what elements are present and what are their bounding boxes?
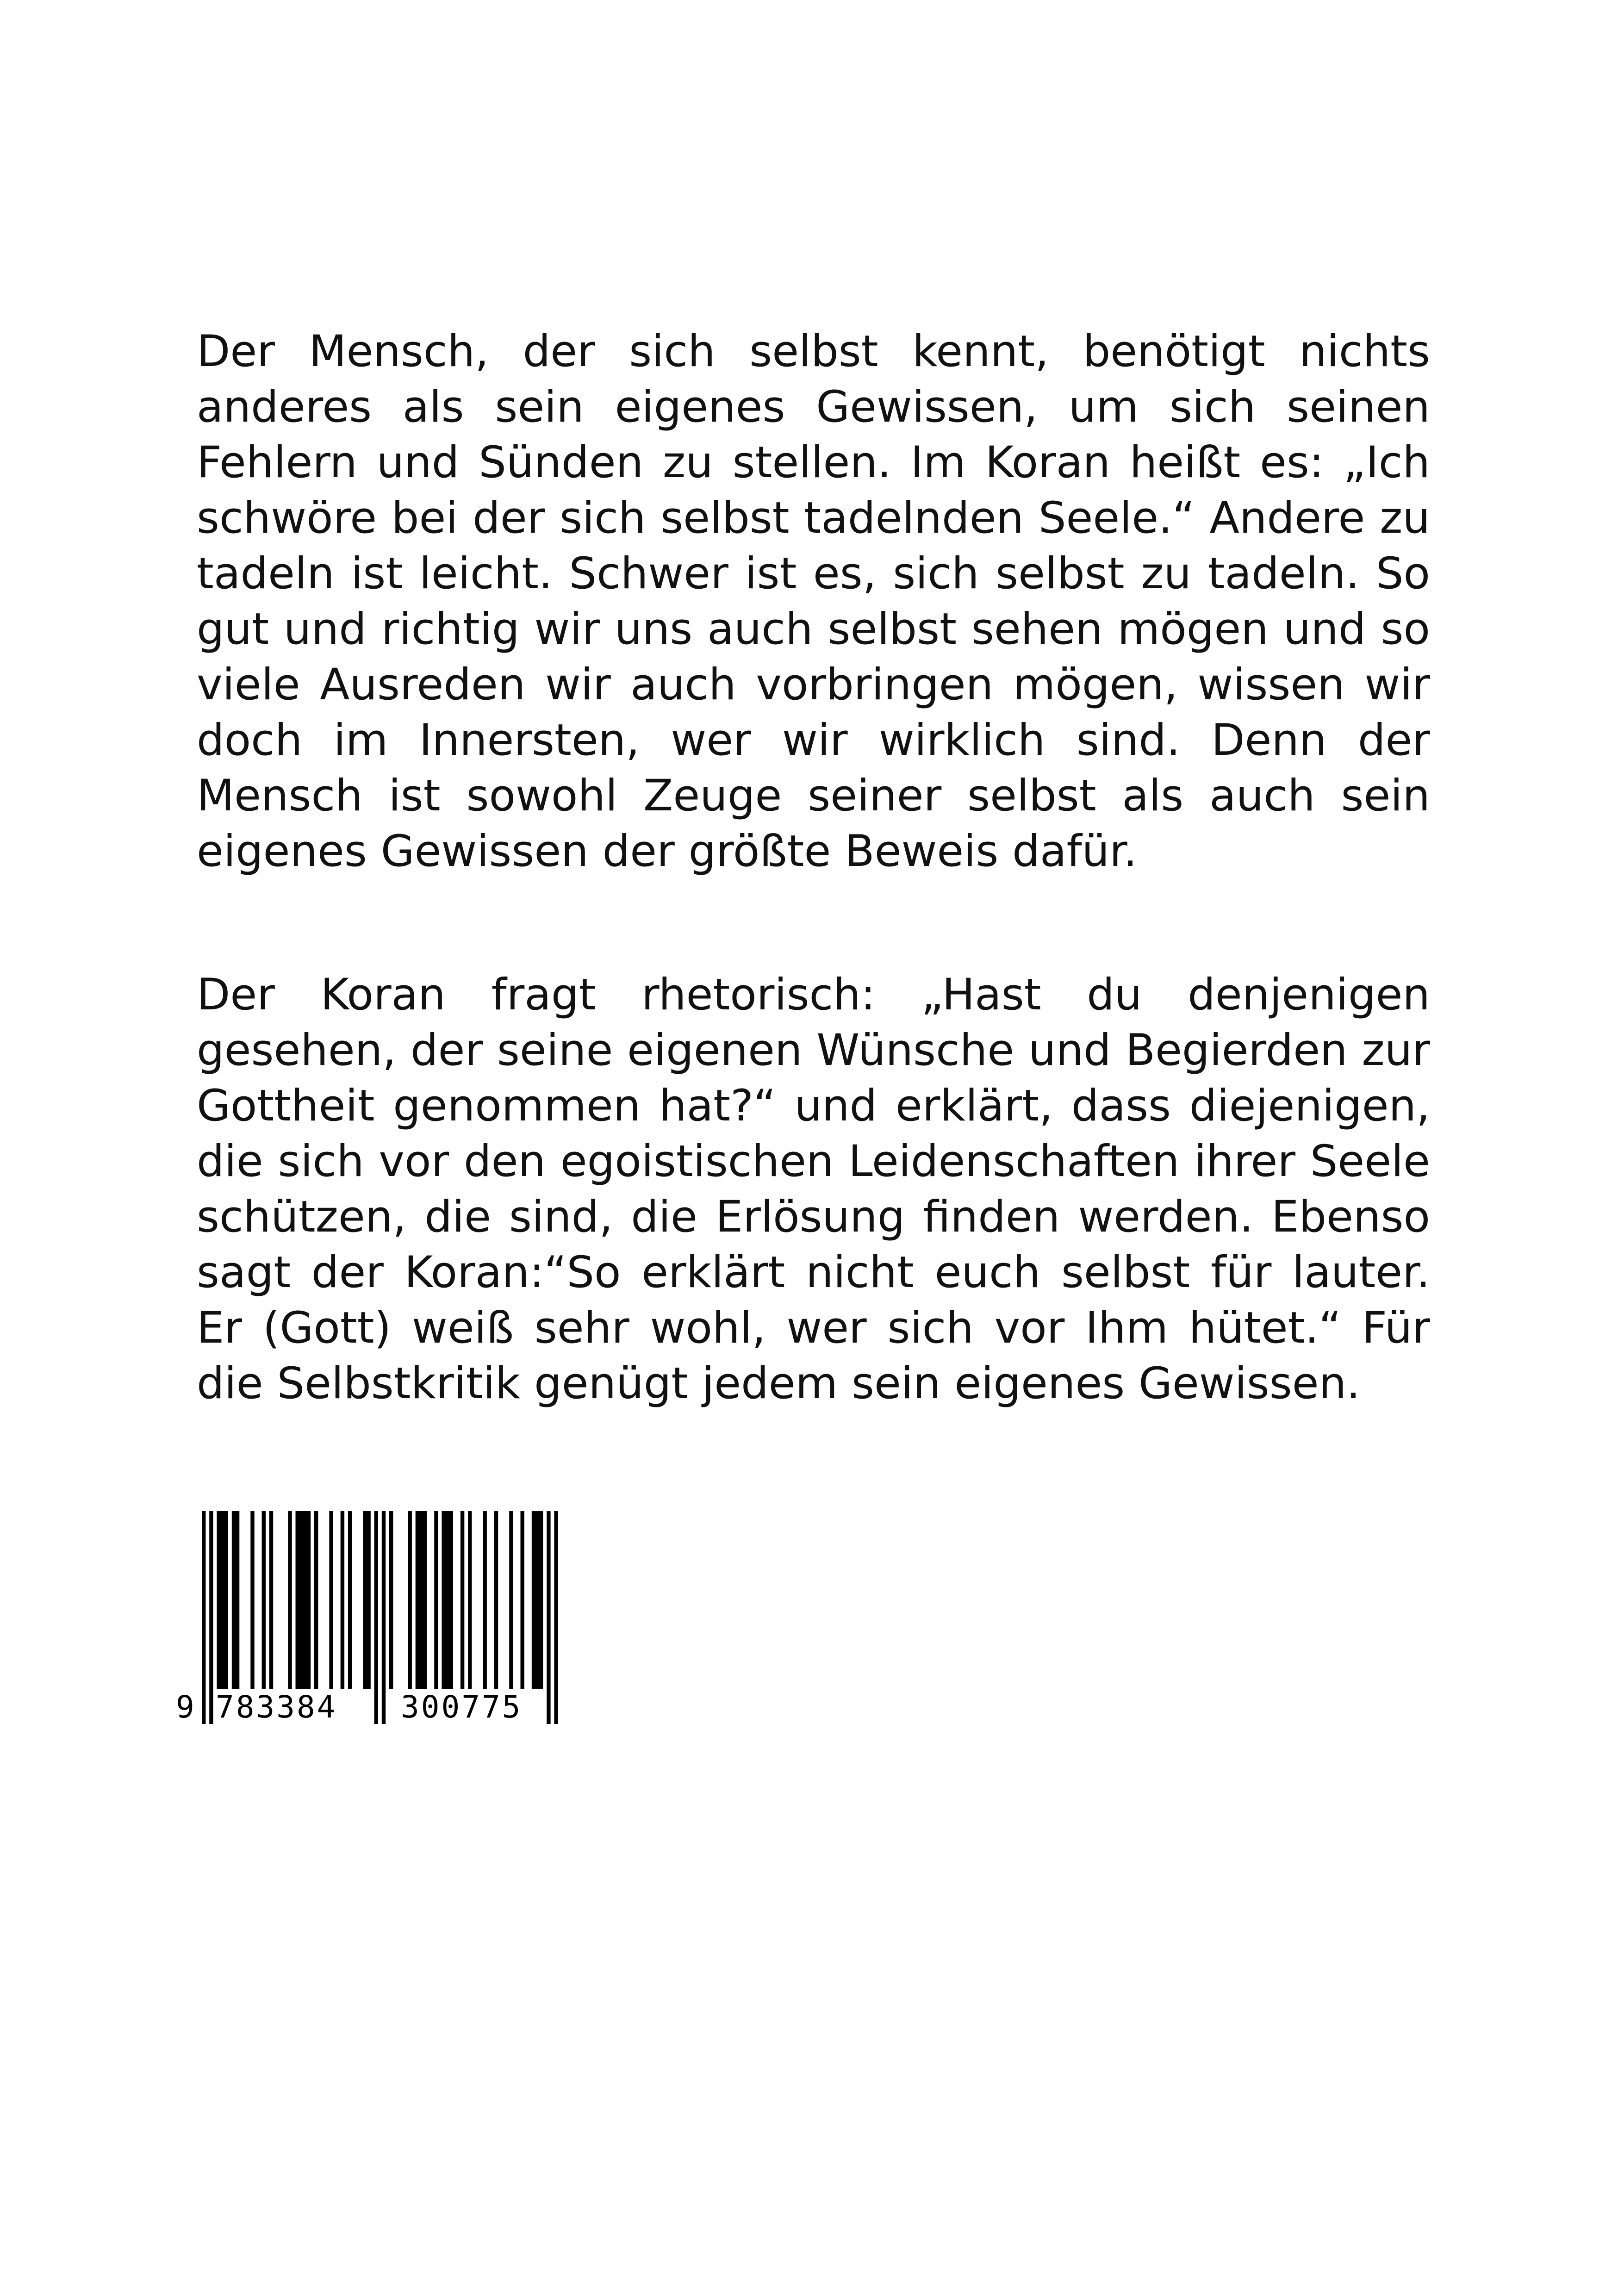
barcode-bar-24 (408, 1511, 412, 1689)
barcode-bar-19 (363, 1511, 367, 1689)
barcode-bar-39 (535, 1511, 539, 1689)
barcode-bar-35 (494, 1511, 498, 1689)
barcode-bar-3 (221, 1511, 224, 1689)
barcode-bar-30 (446, 1511, 449, 1689)
barcode-bar-16 (329, 1511, 333, 1689)
barcode-bar-23 (389, 1511, 393, 1689)
barcode-bar-8 (262, 1511, 266, 1689)
blurb-paragraph-1: Der Mensch, der sich selbst kennt, benötigt nichts anderes als sein eigenes Gewissen, um sich seinen Fehlern und Sünden zu stellen. Im Koran heißt es: „Ich schwöre bei der sich selbst tadelnden Seele.“ Andere zu tadeln ist leicht. Schwer ist es, sich selbst zu tadeln. So gut und richtig wir uns auch selbst sehen mögen und so viele Ausreden wir auch vorbringen mögen, wissen wir doch im Innersten, wer wir wirklich sind. Denn der Mensch ist sowohl Zeuge seiner selbst als auch sein eigenes Gewissen der größte Beweis dafür. (197, 326, 1430, 877)
blurb-paragraph-2: Der Koran fragt rhetorisch: „Hast du denjenigen gesehen, der seine eigenen Wünsche und Begierden zur Gottheit genommen hat?“ und erklärt, dass diejenigen, die sich vor den egoistischen Leidenschaften ihrer Seele schützen, die sind, die Erlösung finden werden. Ebenso sagt der Koran:“So erklärt nicht euch selbst für lauter. Er (Gott) weiß sehr wohl, wer sich vor Ihm hütet.“ Für die Selbstkritik genügt jedem sein eigenes Gewissen. (197, 970, 1430, 1409)
barcode-bar-9 (269, 1511, 273, 1689)
barcode-bar-17 (341, 1511, 344, 1689)
barcode-number (175, 1689, 582, 1726)
isbn-barcode (175, 1511, 582, 1733)
barcode-bar-26 (419, 1511, 423, 1689)
barcode-bar-40 (539, 1511, 543, 1689)
barcode-left-group: 783384 (216, 1689, 337, 1725)
barcode-bar-29 (442, 1511, 445, 1689)
barcode-bar-14 (307, 1511, 311, 1689)
barcode-bar-6 (236, 1511, 239, 1689)
barcode-bar-13 (303, 1511, 307, 1689)
barcode-bar-2 (217, 1511, 220, 1689)
barcode-bar-31 (449, 1511, 453, 1689)
barcode-bar-4 (224, 1511, 228, 1689)
barcode-bar-18 (348, 1511, 352, 1689)
barcode-bar-11 (296, 1511, 299, 1689)
barcode-bar-5 (232, 1511, 236, 1689)
blurb-text (197, 324, 1430, 1412)
barcode-bar-10 (288, 1511, 292, 1689)
barcode-bar-33 (468, 1511, 472, 1689)
barcode-bar-36 (509, 1511, 513, 1689)
barcode-bar-38 (532, 1511, 535, 1689)
barcode-bar-12 (299, 1511, 303, 1689)
barcode-bar-15 (314, 1511, 318, 1689)
barcode-bar-37 (521, 1511, 524, 1689)
barcode-bar-25 (416, 1511, 419, 1689)
barcode-bar-27 (423, 1511, 427, 1689)
barcode-bar-32 (461, 1511, 464, 1689)
barcode-bar-20 (367, 1511, 370, 1689)
barcode-lead-digit: 9 (176, 1689, 194, 1725)
barcode-right-group: 300775 (401, 1689, 523, 1725)
barcode-bar-28 (434, 1511, 438, 1689)
barcode-bar-34 (483, 1511, 487, 1689)
barcode-bar-7 (250, 1511, 254, 1689)
